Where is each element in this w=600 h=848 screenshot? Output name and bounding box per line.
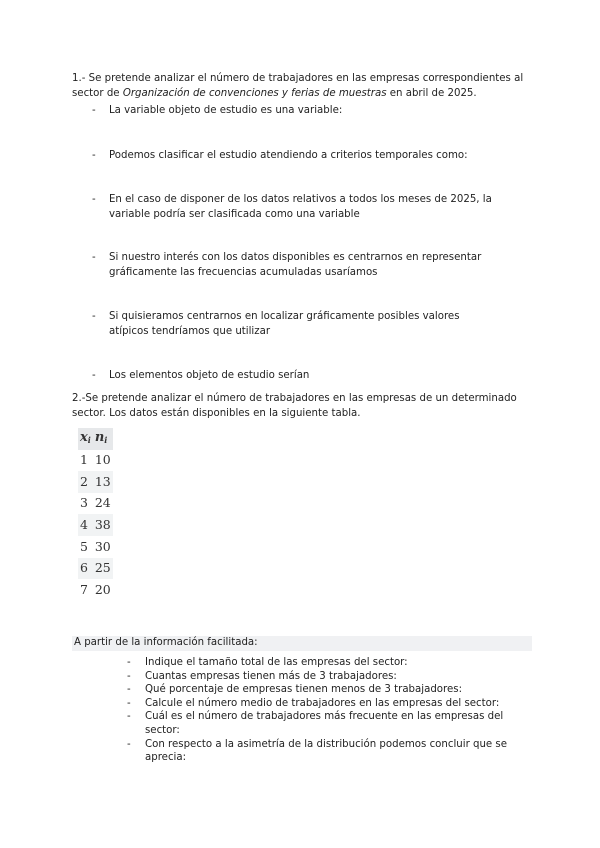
table-row (78, 450, 113, 472)
frequency-table (78, 428, 113, 601)
list-item: - Calcule el número medio de trabajadores en las empresas del sector: (127, 697, 500, 709)
question-1-item: - Si nuestro interés con los datos disponibles es centrarnos en representar gráficamente las frecuencias acumuladas usaríamos (92, 252, 482, 278)
question-2-text: 2.-Se pretende analizar el número de trabajadores en las empresas de un determinado sector. Los datos están disponibles en la siguiente tabla. (72, 393, 517, 419)
table-row (78, 514, 113, 536)
list-item: - Con respecto a la asimetría de la distribución podemos concluir que se aprecia: (127, 738, 508, 764)
header-x: $x_i$ (78, 428, 93, 450)
cell-x: 5 (78, 536, 93, 558)
followup-intro: A partir de la información facilitada: (72, 636, 532, 651)
question-1-item: - En el caso de disponer de los datos relativos a todos los meses de 2025, la variable podría ser clasificada como una variable (92, 194, 492, 220)
table-row (78, 471, 113, 493)
header-n: $n_i$ (93, 428, 113, 450)
table-header-row (78, 428, 113, 450)
cell-x: 7 (78, 579, 93, 601)
question-1-lead: 1.- Se pretende analizar el número de trabajadores en las empresas correspondientes al sector de Organización de convenciones y ferias de muestras en abril de 2025. (72, 73, 524, 99)
cell-n: 30 (93, 536, 113, 558)
cell-n: 20 (93, 579, 113, 601)
cell-n: 10 (93, 450, 113, 472)
cell-x: 1 (78, 450, 93, 472)
table-row (78, 558, 113, 580)
cell-n: 25 (93, 558, 113, 580)
question-1-item: - Podemos clasificar el estudio atendiendo a criterios temporales como: (92, 150, 468, 161)
cell-n: 24 (93, 493, 113, 515)
followup-list (127, 656, 517, 765)
cell-n: 13 (93, 471, 113, 493)
cell-x: 4 (78, 514, 93, 536)
cell-x: 3 (78, 493, 93, 515)
list-item: - Cuantas empresas tienen más de 3 trabajadores: (127, 670, 397, 682)
question-1-item: - La variable objeto de estudio es una variable: (92, 105, 343, 116)
table-row (78, 493, 113, 515)
cell-x: 2 (78, 471, 93, 493)
question-1-item: - Los elementos objeto de estudio serían (92, 370, 310, 381)
cell-n: 38 (93, 514, 113, 536)
table-row (78, 579, 113, 601)
list-item: - Cuál es el número de trabajadores más frecuente en las empresas del sector: (127, 711, 504, 736)
table-row (78, 536, 113, 558)
list-item: - Indique el tamaño total de las empresas del sector: (127, 657, 408, 668)
list-item: - Qué porcentaje de empresas tienen menos de 3 trabajadores: (127, 684, 463, 696)
question-1-item: - Si quisieramos centrarnos en localizar gráficamente posibles valores atípicos tendríamos que utilizar (92, 311, 460, 337)
cell-x: 6 (78, 558, 93, 580)
